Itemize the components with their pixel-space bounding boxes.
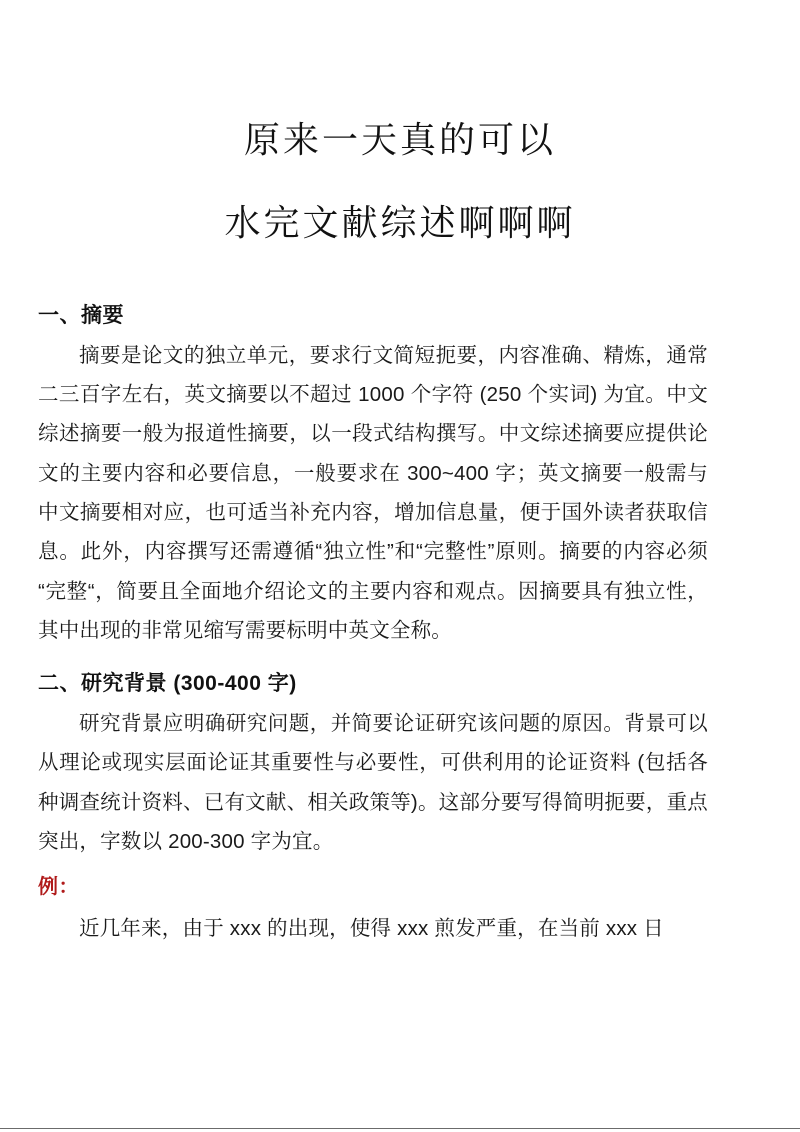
section-paragraph-research-background: 研究背景应明确研究问题，并简要论证研究该问题的原因。背景可以从理论或现实层面论证其重要性与必要性，可供利用的论证资料 (包括各种调查统计资料、已有文献、相关政策等)。这部分要写得简明扼要，重点突出，字数以 200-300 字为宜。 <box>38 711 708 853</box>
example-label: 例： <box>38 876 79 899</box>
document-title-line-1: 原来一天真的可以 <box>243 120 556 160</box>
example-paragraph: 近几年来，由于 xxx 的出现，使得 xxx 煎发严重，在当前 xxx 日 <box>79 917 664 941</box>
section-paragraph-abstract: 摘要是论文的独立单元，要求行文简短扼要，内容准确、精炼，通常二三百字左右，英文摘要以不超过 1000 个字符 (250 个实词) 为宜。中文综述摘要一般为报道性摘要，以一段式结构撰写。中文综述摘要应提供论文的主要内容和必要信息，一般要求在 300~400 字；英文摘要一般需与中文摘要相对应，也可适当补充内容，增加信息量，便于国外读者获取信息。此外，内容撰写还需遵循“独立性”和“完整性”原则。摘要的内容必须“完整“，简要且全面地介绍论文的主要内容和观点。因摘要具有独立性，其中出现的非常见缩写需要标明中英文全称。 <box>38 343 708 643</box>
page-bottom-rule <box>0 1128 800 1129</box>
section-heading-research-background: 二、研究背景 (300-400 字) <box>38 672 297 696</box>
document-title-line-2: 水完文献综述啊啊啊 <box>224 203 576 243</box>
document-body <box>38 300 708 949</box>
section-heading-abstract: 一、摘要 <box>38 304 124 327</box>
